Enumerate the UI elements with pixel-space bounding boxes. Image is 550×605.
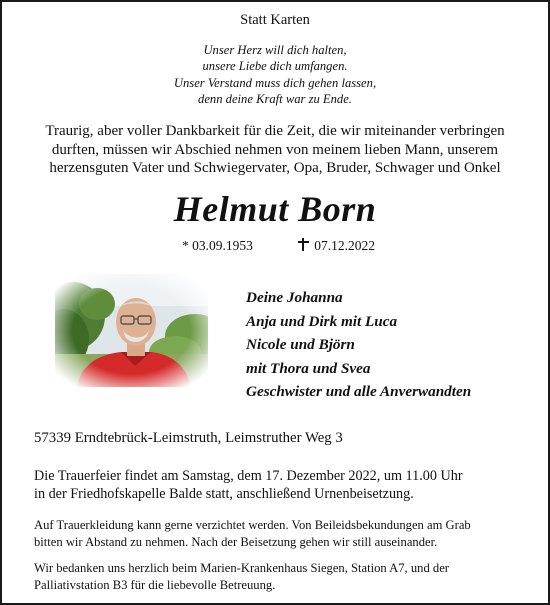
- intro-line: Traurig, aber voller Dankbarkeit für die Zeit, die wir miteinander verbringen: [45, 123, 505, 139]
- clothing-note-line: Auf Trauerkleidung kann gerne verzichtet werden. Von Beileidsbekundungen am Grab: [34, 518, 471, 532]
- poem-line: unsere Liebe dich umfangen.: [202, 59, 348, 74]
- clothing-note-line: bitten wir Abstand zu nehmen. Nach der Beisetzung gehen wir still auseinander.: [34, 534, 438, 549]
- header-statt-karten: Statt Karten: [240, 12, 310, 28]
- address: 57339 Erndtebrück-Leimstruth, Leimstruther Weg 3: [34, 430, 343, 446]
- funeral-line: Die Trauerfeier findet am Samstag, dem 17. Dezember 2022, um 11.00 Uhr: [34, 468, 463, 484]
- thanks-line: Palliativstation B3 für die liebevolle Betreuung.: [34, 577, 276, 592]
- portrait-photo: [55, 274, 208, 387]
- intro-text: [2, 122, 548, 178]
- thanks-note: [34, 560, 449, 593]
- family-line: Anja und Dirk mit Luca: [246, 312, 398, 330]
- death-date: 07.12.2022: [314, 238, 375, 253]
- thanks-line: Wir bedanken uns herzlich beim Marien-Krankenhaus Siegen, Station A7, und der: [34, 561, 449, 575]
- poem-line: denn deine Kraft war zu Ende.: [198, 92, 352, 107]
- poem: [2, 42, 548, 108]
- clothing-note: [34, 517, 471, 550]
- life-dates: [182, 238, 375, 254]
- intro-line: herzensguten Vater und Schwiegervater, Opa, Bruder, Schwager und Onkel: [49, 160, 501, 177]
- poem-line: Unser Verstand muss dich gehen lassen,: [173, 75, 377, 90]
- family-line: Geschwister und alle Anverwandten: [246, 383, 472, 401]
- family-line: Deine Johanna: [246, 289, 343, 306]
- family-line: Nicole und Björn: [246, 336, 355, 354]
- funeral-info: [34, 468, 463, 504]
- birth-date: * 03.09.1953: [182, 238, 253, 253]
- intro-line: durften, müssen wir Abschied nehmen von meinem lieben Mann, unserem: [51, 141, 499, 158]
- poem-line: Unser Herz will dich halten,: [203, 43, 347, 57]
- deceased-name: Helmut Born: [173, 189, 377, 229]
- family-line: mit Thora und Svea: [246, 359, 371, 377]
- family-members: [246, 286, 471, 404]
- portrait-photo-icon: [55, 274, 208, 387]
- funeral-line: in der Friedhofskapelle Balde statt, anschließend Urnenbeisetzung.: [34, 485, 414, 502]
- cross-icon: [298, 238, 309, 251]
- death-date-group: [298, 238, 375, 253]
